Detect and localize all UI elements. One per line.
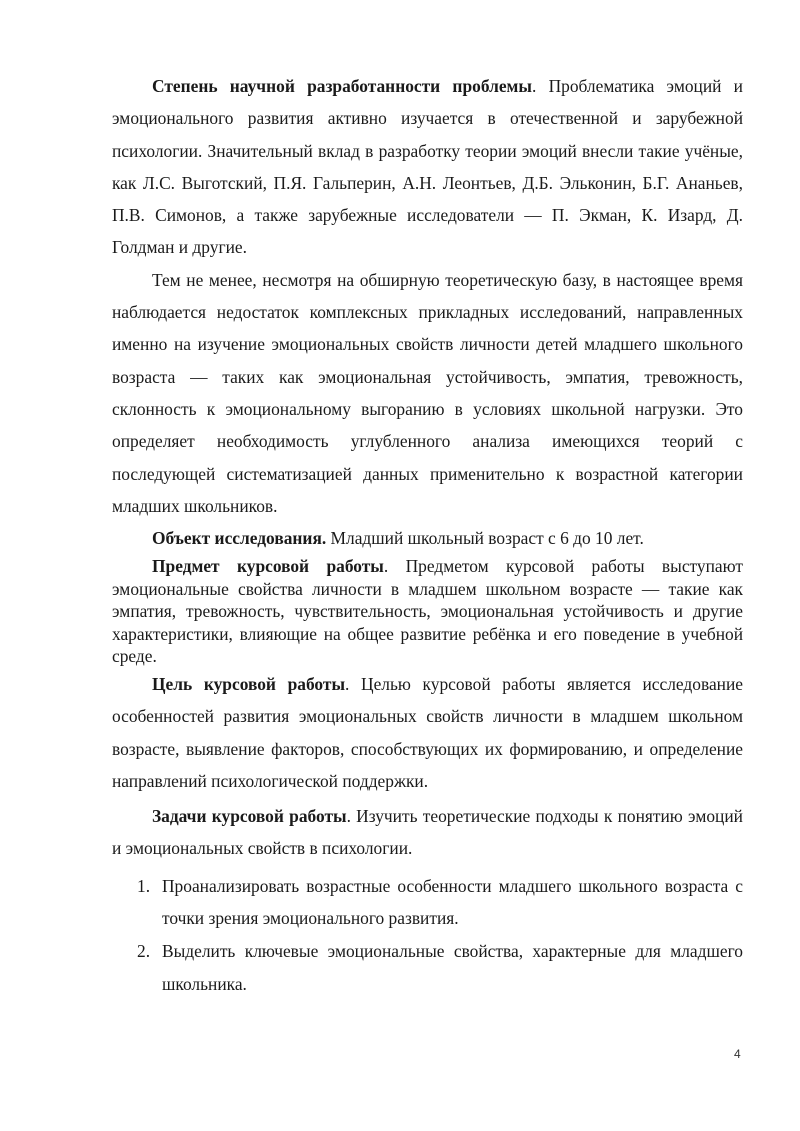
text-nevertheless: Тем не менее, несмотря на обширную теоретическую базу, в настоящее время наблюдается недостаток комплексных прикладных исследований, направленных именно на изучение эмоциональных свойств личности детей младшего школьного возраста — таких как эмоциональная устойчивость, эмпатия, тревожность, склонность к эмоциональному выгоранию в условиях школьной нагрузки. Это определяет необходимость углубленного анализа имеющихся теорий с последующей систематизацией данных применительно к возрастной категории младших школьников. xyxy=(112,269,743,516)
list-item-number: 2. xyxy=(137,941,151,962)
heading-goal: Цель курсовой работы xyxy=(152,673,346,694)
list-item xyxy=(112,935,743,1000)
list-item-text: Проанализировать возрастные особенности младшего школьного возраста с точки зрения эмоционального развития. xyxy=(162,875,743,929)
page-number: 4 xyxy=(734,1047,741,1061)
text-degree-of-elaboration: . Проблематика эмоций и эмоционального развития активно изучается в отечественной и зарубежной психологии. Значительный вклад в разработку теории эмоций внесли такие учёные, как Л.С. Выготский, П.Я. Гальперин, А.Н. Леонтьев, Д.Б. Эльконин, Б.Г. Ананьев, П.В. Симонов, а также зарубежные исследователи — П. Экман, К. Изард, Д. Голдман и другие. xyxy=(112,76,743,258)
heading-subject: Предмет курсовой работы xyxy=(152,556,384,577)
paragraph-tasks xyxy=(112,800,743,865)
list-item-text: Выделить ключевые эмоциональные свойства, характерные для младшего школьника. xyxy=(162,941,743,994)
paragraph-nevertheless xyxy=(112,264,743,522)
heading-object: Объект исследования. xyxy=(152,528,327,549)
text-object: Младший школьный возраст с 6 до 10 лет. xyxy=(326,528,644,549)
paragraph-subject xyxy=(112,555,743,668)
paragraph-object xyxy=(112,522,743,554)
document-page xyxy=(112,70,743,1001)
list-item-number: 1. xyxy=(137,875,151,896)
text-tasks: . Изучить теоретические подходы к понятию эмоций и эмоциональных свойств в психологии. xyxy=(112,806,743,859)
text-subject: . Предметом курсовой работы выступают эмоциональные свойства личности в младшем школьном возрасте — такие как эмпатия, тревожность, чувствительность, эмоциональная устойчивость и другие характеристики, влияющие на общее развитие ребёнка и его поведение в учебной среде. xyxy=(112,556,743,667)
heading-degree-of-elaboration: Степень научной разработанности проблемы xyxy=(152,76,532,96)
tasks-list xyxy=(112,870,743,1000)
list-item xyxy=(112,870,743,935)
heading-tasks: Задачи курсовой работы xyxy=(152,806,347,827)
text-goal: . Целью курсовой работы является исследование особенностей развития эмоциональных свойств личности в младшем школьном возрасте, выявление факторов, способствующих их формированию, и определение направлений психологической поддержки. xyxy=(112,673,743,791)
paragraph-goal xyxy=(112,668,743,797)
paragraph-degree-of-elaboration xyxy=(112,70,743,264)
